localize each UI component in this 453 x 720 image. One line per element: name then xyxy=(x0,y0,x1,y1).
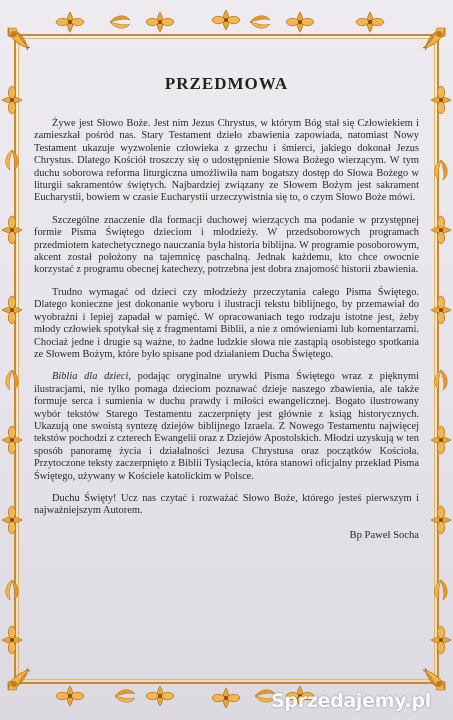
site-watermark: Sprzedajemy.pl xyxy=(271,690,431,712)
book-title-italic: Biblia dla dzieci xyxy=(52,371,129,383)
paragraph-5-text: Duchu Święty! Ucz nas czytać i rozważać Słowo Boże, którego jesteś pierwszym i najważniejszym Autorem. xyxy=(34,492,419,517)
paragraph-5 xyxy=(34,493,419,518)
page-content xyxy=(34,68,419,541)
paragraph-1-text: Żywe jest Słowo Boże. Jest nim Jezus Chrystus, w którym Bóg stał się Człowiekiem i zamieszkał pośród nas. Stary Testament dzieło zbawienia zapowiada, natomiast Nowy Testament ukazuje wyzwolenie człowieka z grzechu i śmierci, jakiego dokonał Jezus Chrystus. Dlatego Kościół troszczy się o udostępnienie Słowa Bożego wierzącym. W tym duchu soborowa reforma liturgiczna umożliwiła nam bogatszy dostęp do Słowa Bożego w liturgii sakramentów świętych. Najbardziej związany ze Słowem Bożym jest sakrament Eucharystii, bowiem w czasie Eucharystii urzeczywistnia się to, o czym Słowo Boże mówi. xyxy=(34,118,419,204)
author-signature: Bp Paweł Socha xyxy=(349,529,419,541)
paragraph-4-text: , podając oryginalne urywki Pisma Świętego wraz z pięknymi ilustracjami, nie tylko pomaga dzieciom poznawać dzieje naszego zbawienia, ale także formuje serca i sumienia w duchu prawdy i miłości ewangelicznej. Bogato ilustrowany wybór tekstów Starego Testamentu zaczerpnięty jest głównie z ksiąg historycznych. Ukazują one swoistą syntezę dziejów biblijnego Izraela. Z Nowego Testamentu najwięcej tekstów pochodzi z czterech Ewangelii oraz z Dziejów Apostolskich. Młodzi uzyskują w ten sposób panoramę życia i działalności Jezusa Chrystusa oraz początków Kościoła. Przytoczone teksty zaczerpnięto z Biblii Tysiąclecia, która stanowi oficjalny przekład Pisma Świętego, używany w Kościele katolickim w Polsce. xyxy=(34,371,420,482)
paragraph-1 xyxy=(34,118,419,205)
paragraph-3 xyxy=(34,287,419,361)
paragraph-4 xyxy=(34,371,419,483)
paragraph-3-text: Trudno wymagać od dzieci czy młodzieży przeczytania całego Pisma Świętego. Dlatego konieczne jest dokonanie wyboru i ilustracji tekstu biblijnego, by przemawiał do wyobraźni i lepiej zapadał w pamięć. W opracowaniach tego rodzaju istotne jest, żeby młody człowiek spotykał się z fragmentami Biblii, a nie z omówieniami lub komentarzami. Chociaż jedne i drugie są ważne, to żadne ludzkie słowa nie zastąpią osobistego spotkania ze Słowem Bożym, które było spisane pod działaniem Ducha Świętego. xyxy=(34,286,419,360)
paragraph-2-text: Szczególne znaczenie dla formacji duchowej wierzących ma podanie w przystępnej formie Pisma Świętego dzieciom i młodzieży. W przedsoborowych programach przedmiotem katechetycznego nauczania była historia biblijna. W programie posoborowym, akcent został położony na tajemnicę paschalną. Jednak każdemu, kto chce owocnie korzystać z programu obecnej katechezy, potrzebna jest dobra znajomość historii zbawienia. xyxy=(34,214,419,276)
page-title: PRZEDMOWA xyxy=(164,74,289,93)
paragraph-2 xyxy=(34,215,419,277)
